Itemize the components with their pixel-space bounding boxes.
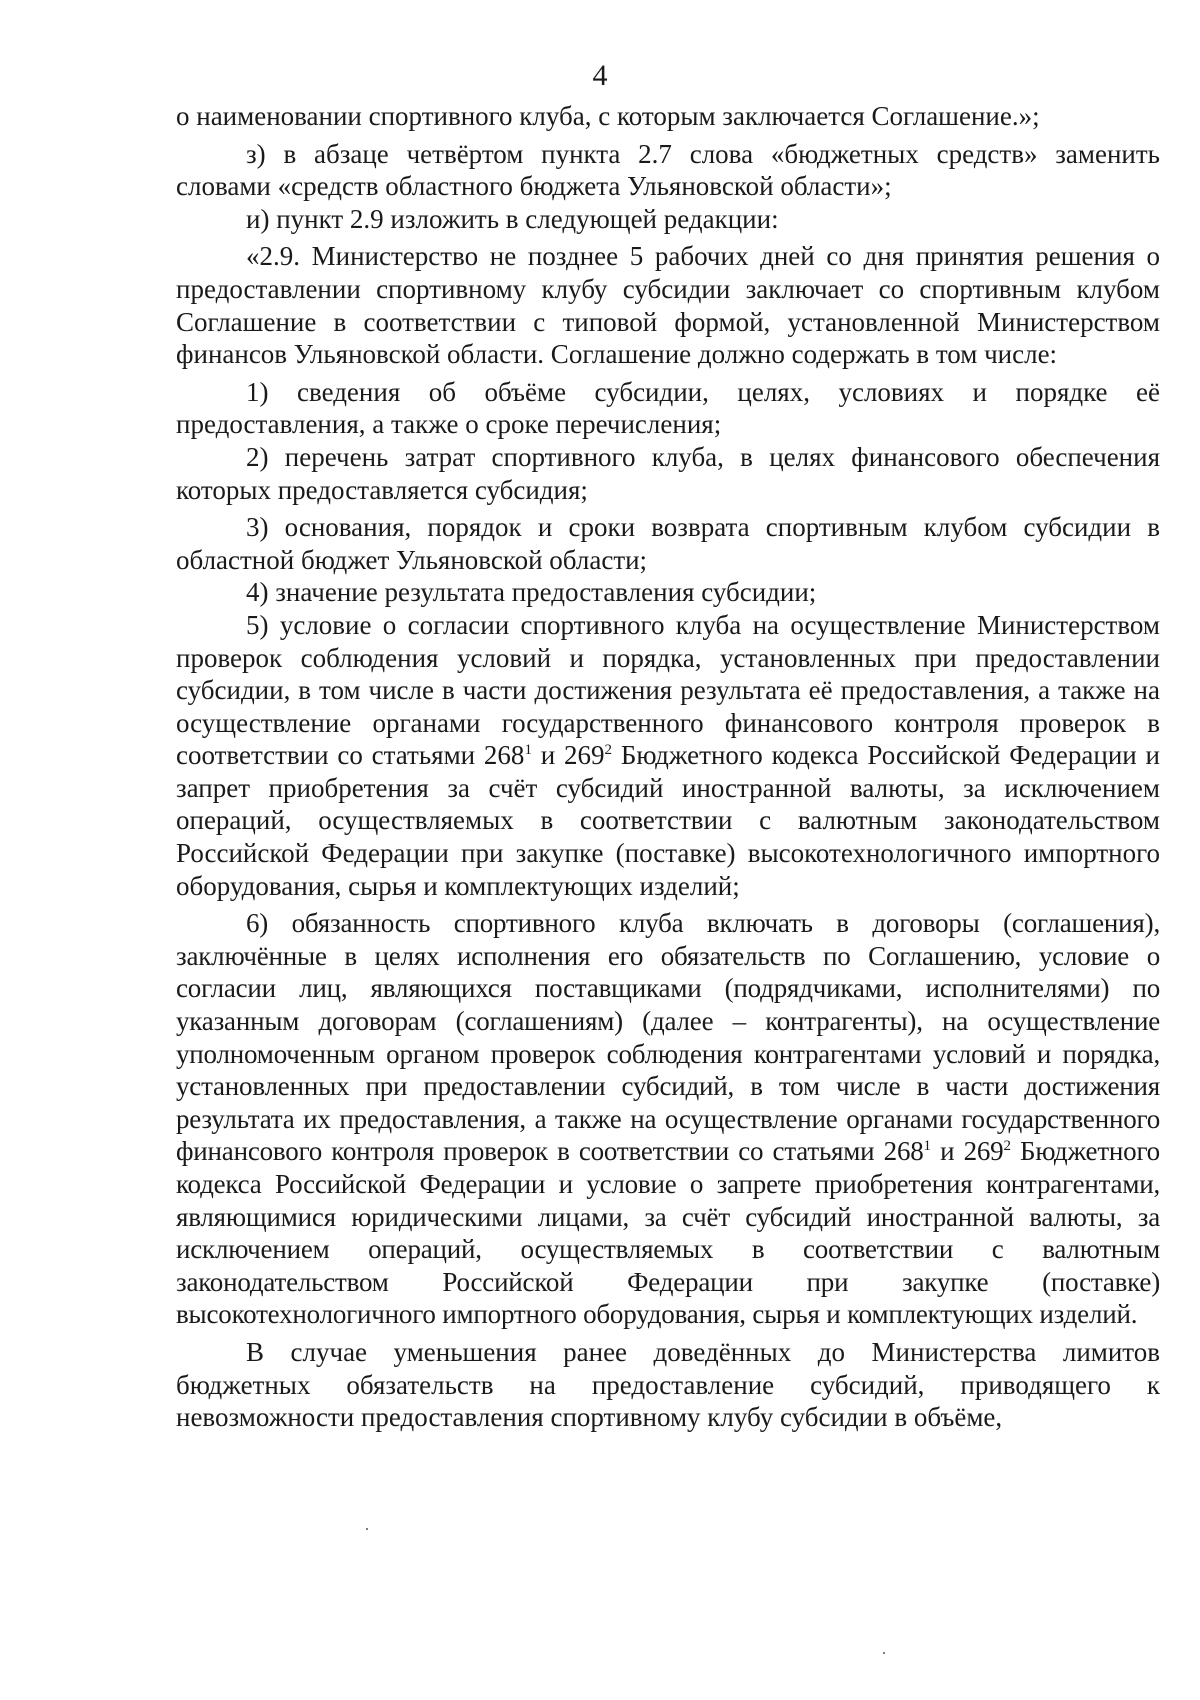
list-item-5-text-end: Бюджетного кодекса Российской Федерации и запрет приобретения за счёт субсидий иностранной валюты, за исключением операций, осуществляемых в соответствии с валютным законодательством Российской Федерации при закупке (поставке) высокотехнологичного импортного оборудования, сырья и комплектующих изделий;	[176, 740, 1160, 901]
scan-speck	[366, 1528, 368, 1530]
list-item-5-article-269: и 269	[531, 740, 605, 771]
list-item-6-article-269: и 269	[930, 1136, 1004, 1167]
document-body	[176, 100, 1160, 1434]
article-269-superscript: 2	[604, 742, 613, 759]
paragraph-clause-2-9: «2.9. Министерство не позднее 5 рабочих дней со дня принятия решения о предоставлении спортивному клубу субсидии заключает со спортивным клубом Соглашение в соответствии с типовой формой, установленной Министерством финансов Ульяновской области. Соглашение должно содержать в том числе:	[176, 241, 1160, 370]
scan-speck	[883, 1652, 885, 1654]
article-268-superscript: 1	[923, 1138, 931, 1155]
list-item-5	[176, 609, 1160, 902]
paragraph-agreement-club-name: о наименовании спортивного клуба, с которым заключается Соглашение.»;	[176, 101, 1040, 131]
paragraph-amendment-z: з) в абзаце четвёртом пункта 2.7 слова «бюджетных средств» заменить словами «средств областного бюджета Ульяновской области»;	[176, 138, 1160, 202]
article-268-superscript: 1	[524, 742, 532, 759]
list-item-3: 3) основания, порядок и сроки возврата спортивным клубом субсидии в областной бюджет Ульяновской области;	[176, 512, 1160, 575]
list-item-5-text-start: 5) условие о согласии спортивного клуба на осуществление Министерством проверок соблюдения условий и порядка, установленных при предоставлении субсидии, в том числе в части достижения результата её предоставления, а также на осуществление органами государственного финансового контроля проверок в соответствии со статьями 268	[176, 609, 1160, 771]
list-item-6-text-end: Бюджетного кодекса Российской Федерации и условие о запрете приобретения контрагентами, являющимися юридическими лицами, за счёт субсидий иностранной валюты, за исключением операций, осуществляемых в соответствии с валютным законодательством Российской Федерации при закупке (поставке) высокотехнологичного импортного оборудования, сырья и комплектующих изделий.	[176, 1136, 1160, 1330]
page-number: 4	[592, 59, 608, 92]
list-item-2: 2) перечень затрат спортивного клуба, в целях финансового обеспечения которых предоставляется субсидия;	[176, 441, 1160, 505]
list-item-1: 1) сведения об объёме субсидии, целях, условиях и порядке её предоставления, а также о сроке перечисления;	[176, 376, 1160, 440]
article-269-superscript: 2	[1003, 1138, 1011, 1155]
list-item-6-text-start: 6) обязанность спортивного клуба включать в договоры (соглашения), заключённые в целях исполнения его обязательств по Соглашению, условие о согласии лиц, являющихся поставщиками (подрядчиками, исполнителями) по указанным договорам (соглашениям) (далее – контрагенты), на осуществление уполномоченным органом проверок соблюдения контрагентами условий и порядка, установленных при предоставлении субсидий, в том числе в части достижения результата их предоставления, а также на осуществление органами государственного финансового контроля проверок в соответствии со статьями 268	[176, 908, 1160, 1167]
paragraph-limits-reduction: В случае уменьшения ранее доведённых до Министерства лимитов бюджетных обязательств на предоставление субсидий, приводящего к невозможности предоставления спортивному клубу субсидии в объёме,	[176, 1336, 1160, 1433]
list-item-6	[176, 907, 1160, 1331]
paragraph-amendment-i: и) пункт 2.9 изложить в следующей редакции:	[246, 203, 779, 234]
list-item-4: 4) значение результата предоставления субсидии;	[246, 577, 817, 608]
